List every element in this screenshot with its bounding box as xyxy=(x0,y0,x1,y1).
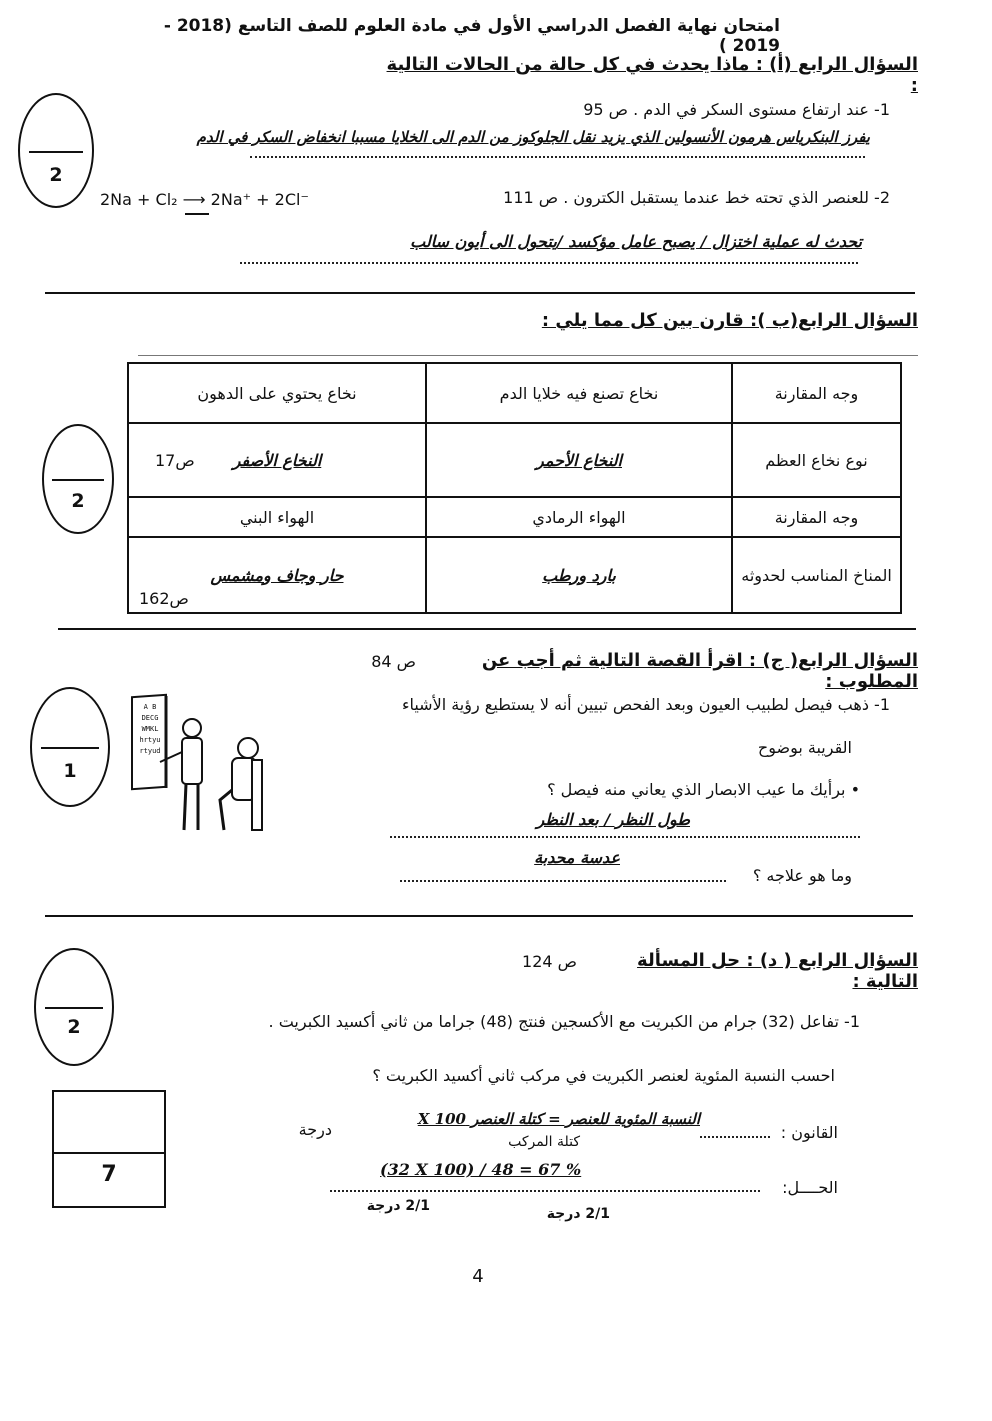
hot-dry-answer: حار وجاف ومشمس xyxy=(210,565,344,585)
eye-exam-illustration xyxy=(120,690,270,845)
a-q1-answer: يفرز البنكرياس هرمون الأنسولين الذي يزيد نقل الجلوكوز من الدم الى الخلايا مسببا انخفاض السكر في الدم xyxy=(196,128,870,146)
table-cell-with-ref xyxy=(128,423,426,497)
c-question-2: وما هو علاجه ؟ xyxy=(752,866,852,885)
c-story-cont: القريبة بوضوح xyxy=(757,738,852,757)
d-page-ref: ص 124 xyxy=(522,952,577,971)
score-a: 2 xyxy=(49,163,63,186)
eye-chart-letters xyxy=(136,702,164,757)
chart-row: WMKL xyxy=(141,725,159,733)
page-ref: ص17 xyxy=(155,451,195,470)
law-denominator: كتلة المركب xyxy=(508,1134,580,1150)
table-cell: وجه المقارنة xyxy=(732,363,901,423)
answer-line xyxy=(250,156,865,158)
chart-row: rtyud xyxy=(139,747,161,755)
table-row xyxy=(128,423,901,497)
d-q1: 1- تفاعل (32) جرام من الكبريت مع الأكسجين فنتج (48) جراما من ثاني أكسيد الكبريت . xyxy=(268,1012,860,1031)
a-q1-text: 1- عند ارتفاع مستوى السكر في الدم . ص 95 xyxy=(583,100,890,119)
law-label: القانون : xyxy=(780,1123,838,1142)
law-answer: النسبة المئوية للعنصر = كتلة العنصر X 100 xyxy=(417,1110,700,1128)
law-grade: درجة xyxy=(298,1120,332,1139)
yellow-marrow-answer: النخاع الأصفر xyxy=(232,450,322,470)
table-row xyxy=(128,537,901,613)
score-b: 2 xyxy=(71,489,85,512)
page-number: 4 xyxy=(472,1266,484,1287)
answer-line xyxy=(240,262,858,264)
table-cell: النخاع الأحمر xyxy=(426,423,732,497)
answer-line xyxy=(700,1136,770,1138)
score-oval-a xyxy=(18,93,94,208)
table-cell: المناخ المناسب لحدوثه xyxy=(732,537,901,613)
chart-row: DECG xyxy=(141,714,159,722)
chart-row: A B xyxy=(143,703,157,711)
table-cell: الهواء البني xyxy=(128,497,426,537)
table-row xyxy=(128,497,901,537)
section-d-heading: السؤال الرابع ( د) : حل المسألة التالية : xyxy=(637,950,918,992)
c-page-ref: ص 84 xyxy=(371,652,416,671)
score-c: 1 xyxy=(63,759,77,782)
total-score: 7 xyxy=(101,1162,117,1187)
score-d: 2 xyxy=(67,1016,81,1039)
answer-line xyxy=(400,880,726,882)
table-cell: نخاع يحتوي على الدهون xyxy=(128,363,426,423)
grade-half-2: 2/1 درجة xyxy=(366,1198,430,1214)
a-q2-answer: تحدث له عملية اختزال / يصبح عامل مؤكسد /يتحول الى أيون سالب xyxy=(410,232,862,251)
thin-divider xyxy=(138,355,918,356)
section-c-heading: السؤال الرابع( ج) : اقرأ القصة التالية ثم أجب عن المطلوب : xyxy=(481,650,918,692)
solution-answer: (32 X 100) / 48 = 67 % xyxy=(380,1160,582,1179)
section-divider xyxy=(58,628,916,630)
c-story: 1- ذهب فيصل لطبيب العيون وبعد الفحص تبيين أنه لا يستطيع رؤية الأشياء xyxy=(401,695,890,714)
answer-line xyxy=(330,1190,760,1192)
c-answer-1: طول النظر / بعد النظر xyxy=(536,810,690,829)
section-a-heading: السؤال الرابع (أ) : ماذا يحدث في كل حالة من الحالات التالية : xyxy=(386,54,918,96)
table-cell: نخاع تصنع فيه خلايا الدم xyxy=(426,363,732,423)
table-cell: نوع نخاع العظم xyxy=(732,423,901,497)
page-ref: ص162 xyxy=(139,589,189,608)
c-answer-2: عدسة محدبة xyxy=(534,848,620,867)
table-cell: وجه المقارنة xyxy=(732,497,901,537)
comparison-table xyxy=(127,362,902,614)
d-q1b: احسب النسبة المئوية لعنصر الكبريت في مركب ثاني أكسيد الكبريت ؟ xyxy=(372,1066,835,1085)
score-oval-d xyxy=(34,948,114,1066)
chemical-equation: 2Na + Cl₂ ⟶ 2Na⁺ + 2Cl⁻ xyxy=(100,190,309,209)
table-row xyxy=(128,363,901,423)
underline-mark xyxy=(185,213,209,215)
chart-row: hrtyu xyxy=(139,736,161,744)
grade-half-1: 2/1 درجة xyxy=(546,1206,610,1222)
exam-title: امتحان نهاية الفصل الدراسي الأول في مادة العلوم للصف التاسع (2018 - 2019 ) xyxy=(163,16,780,56)
section-divider xyxy=(45,292,915,294)
section-divider xyxy=(45,915,913,917)
total-score-box xyxy=(52,1090,166,1208)
table-cell-with-ref xyxy=(128,537,426,613)
a-q2-text: 2- للعنصر الذي تحته خط عندما يستقبل الكترون . ص 111 xyxy=(503,188,890,207)
c-question-1: • برأيك ما عيب الابصار الذي يعاني منه فيصل ؟ xyxy=(547,780,860,799)
table-cell: الهواء الرمادي xyxy=(426,497,732,537)
score-oval-b xyxy=(42,424,114,534)
solution-label: الحــــل: xyxy=(782,1178,838,1197)
section-b-heading: السؤال الرابع(ب ): قارن بين كل مما يلي : xyxy=(541,310,918,331)
score-oval-c xyxy=(30,687,110,807)
answer-line xyxy=(390,836,860,838)
table-cell: بارد ورطب xyxy=(426,537,732,613)
